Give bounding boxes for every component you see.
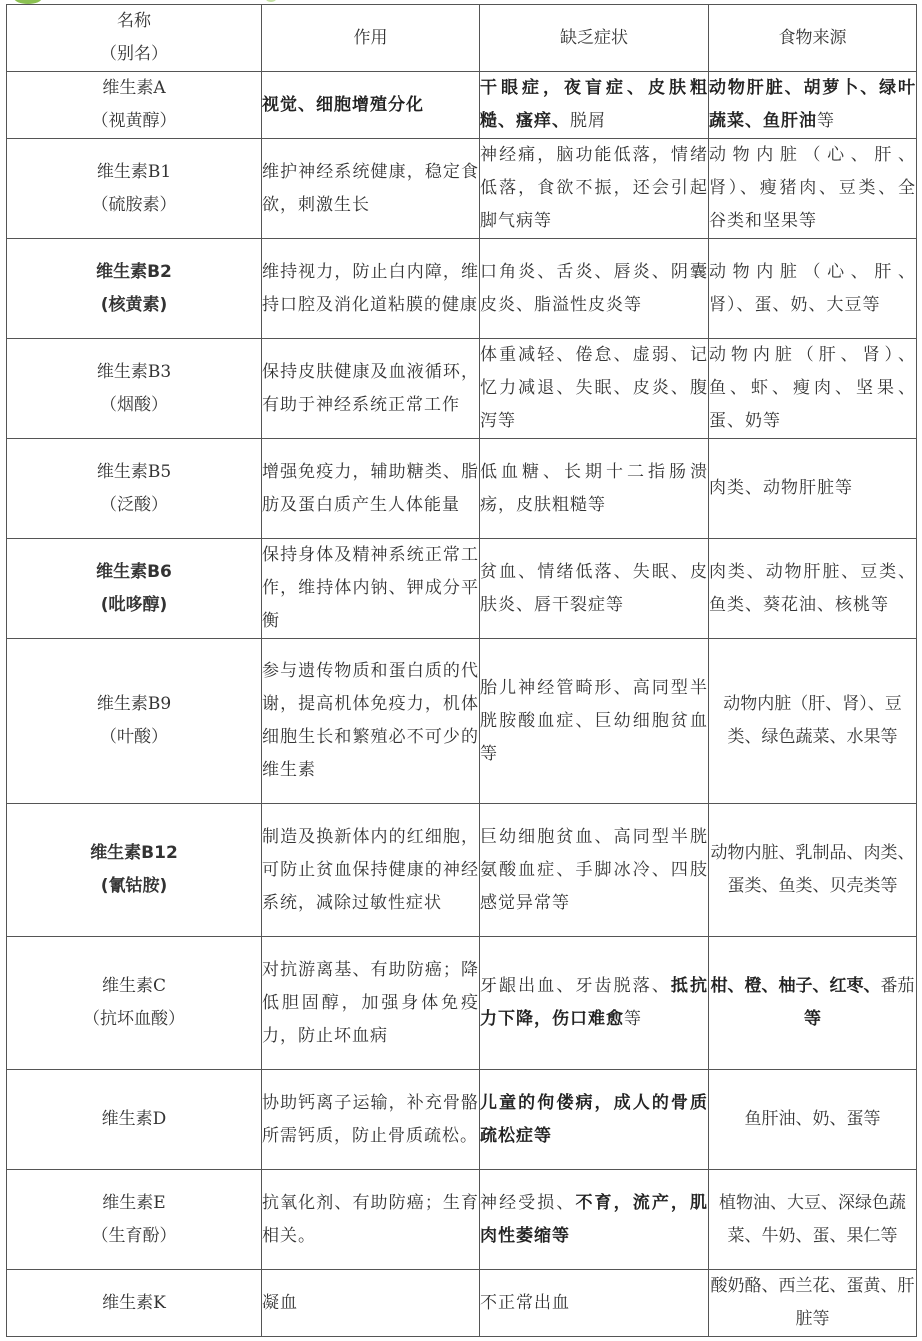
deficiency-bold-text: 抵抗力下降，伤口难愈 [480, 976, 709, 1029]
function-cell: 凝血 [262, 1270, 480, 1337]
deficiency-cell [480, 1070, 709, 1170]
food-bold-text: 柑、橙、柚子、红枣、 [710, 976, 881, 996]
deficiency-cell: 体重减轻、倦怠、虚弱、记忆力减退、失眠、皮炎、腹泻等 [480, 339, 709, 439]
green-dot-icon [266, 0, 276, 2]
vitamin-name-cell [7, 539, 262, 639]
function-cell: 维持视力，防止白内障，维持口腔及消化道粘膜的健康 [262, 239, 480, 339]
vitamin-name: 维生素A [102, 78, 166, 98]
function-cell: 参与遗传物质和蛋白质的代谢，提高机体免疫力，机体细胞生长和繁殖必不可少的维生素 [262, 639, 480, 804]
function-cell: 增强免疫力，辅助糖类、脂肪及蛋白质产生人体能量 [262, 439, 480, 539]
vitamin-name: 维生素B1 [96, 161, 172, 182]
function-cell: 保持身体及精神系统正常工作，维持体内钠、钾成分平衡 [262, 539, 480, 639]
function-cell [262, 72, 480, 139]
table-row [7, 804, 917, 937]
food-cell [709, 937, 917, 1070]
vitamin-alias: (核黄素) [100, 294, 168, 315]
vitamin-name: 维生素C [101, 976, 166, 996]
table-row [7, 139, 917, 239]
deficiency-tail-text: 等 [624, 1009, 642, 1029]
food-cell: 动物内脏（肝、肾）、鱼、虾、瘦肉、坚果、蛋、奶等 [709, 339, 917, 439]
vitamin-name: 维生素B6 [96, 561, 172, 582]
deficiency-cell: 神经痛，脑功能低落，情绪低落，食欲不振，还会引起脚气病等 [480, 139, 709, 239]
food-text: 等 [817, 111, 835, 131]
deficiency-cell [480, 72, 709, 139]
deficiency-cell: 贫血、情绪低落、失眠、皮肤炎、唇干裂症等 [480, 539, 709, 639]
vitamin-alias: （烟酸） [100, 394, 168, 415]
function-text: 视觉、细胞增殖分化 [262, 94, 424, 115]
function-cell: 制造及换新体内的红细胞，可防止贫血保持健康的神经系统，减除过敏性症状 [262, 804, 480, 937]
vitamin-alias: （泛酸） [100, 494, 168, 515]
vitamin-alias: （生育酚） [91, 1225, 177, 1246]
deficiency-cell: 胎儿神经管畸形、高同型半胱胺酸血症、巨幼细胞贫血等 [480, 639, 709, 804]
deficiency-cell: 巨幼细胞贫血、高同型半胱氨酸血症、手脚冰冷、四肢感觉异常等 [480, 804, 709, 937]
vitamin-name-cell [7, 1070, 262, 1170]
vitamin-name: 维生素B3 [96, 361, 172, 382]
deficiency-bold-text: 干眼症，夜盲症、皮肤粗糙、瘙痒、 [480, 78, 708, 131]
food-cell: 肉类、动物肝脏等 [709, 439, 917, 539]
table-row [7, 1270, 917, 1337]
vitamin-alias: （叶酸） [100, 727, 168, 747]
table-row [7, 639, 917, 804]
vitamin-name-cell [7, 139, 262, 239]
deficiency-text: 牙龈出血、牙齿脱落、 [480, 976, 671, 996]
table-row [7, 1070, 917, 1170]
food-tail-text: 等 [804, 1009, 821, 1029]
function-cell: 保持皮肤健康及血液循环，有助于神经系统正常工作 [262, 339, 480, 439]
deficiency-text: 神经受损、 [480, 1192, 576, 1213]
vitamin-name: 维生素B9 [96, 694, 172, 714]
deficiency-text: 脱屑 [570, 111, 606, 131]
table-row [7, 439, 917, 539]
vitamin-name-cell [7, 1170, 262, 1270]
function-cell: 维护神经系统健康，稳定食欲，刺激生长 [262, 139, 480, 239]
function-cell: 对抗游离基、有助防癌；降低胆固醇，加强身体免疫力，防止坏血病 [262, 937, 480, 1070]
vitamin-alias: （视黄醇） [91, 111, 177, 131]
vitamin-alias: (吡哆醇) [100, 594, 168, 615]
food-bold-text: 动物肝脏、胡萝卜、绿叶蔬菜、鱼肝油 [709, 78, 916, 131]
header-name-label: 名称 [117, 11, 151, 31]
header-name [7, 5, 262, 72]
deficiency-bold-text: 儿童的佝偻病，成人的骨质疏松症等 [480, 1092, 708, 1146]
vitamin-alias: (氰钴胺) [100, 876, 168, 896]
header-deficiency: 缺乏症状 [480, 5, 709, 72]
table-header-row [7, 5, 917, 72]
food-text: 番茄 [880, 976, 915, 996]
food-cell: 动物内脏、乳制品、肉类、蛋类、鱼类、贝壳类等 [709, 804, 917, 937]
table-row [7, 539, 917, 639]
vitamin-name: 维生素D [101, 1109, 167, 1129]
food-cell: 鱼肝油、奶、蛋等 [709, 1070, 917, 1170]
deficiency-cell [480, 937, 709, 1070]
vitamin-name: 维生素B2 [96, 261, 172, 282]
vitamin-alias: （硫胺素） [91, 194, 177, 215]
vitamin-name-cell [7, 72, 262, 139]
food-cell: 动物内脏（肝、肾）、豆类、绿色蔬菜、水果等 [709, 639, 917, 804]
table-row [7, 239, 917, 339]
vitamin-name-cell [7, 439, 262, 539]
header-alias-label: （别名） [100, 44, 168, 64]
function-cell: 协助钙离子运输，补充骨骼所需钙质，防止骨质疏松。 [262, 1070, 480, 1170]
vitamin-name: 维生素B12 [90, 843, 178, 863]
table-row [7, 1170, 917, 1270]
function-cell: 抗氧化剂、有助防癌；生育相关。 [262, 1170, 480, 1270]
vitamin-name-cell [7, 639, 262, 804]
deficiency-cell: 低血糖、长期十二指肠溃疡，皮肤粗糙等 [480, 439, 709, 539]
table-row [7, 937, 917, 1070]
deficiency-cell: 不正常出血 [480, 1270, 709, 1337]
food-cell: 酸奶酪、西兰花、蛋黄、肝脏等 [709, 1270, 917, 1337]
vitamin-name-cell [7, 239, 262, 339]
vitamin-name-cell [7, 804, 262, 937]
header-food: 食物来源 [709, 5, 917, 72]
vitamin-name-cell [7, 339, 262, 439]
deficiency-bold-text: 不育，流产，肌肉性萎缩等 [480, 1192, 709, 1246]
vitamin-name: 维生素E [102, 1192, 166, 1213]
vitamin-name-cell [7, 937, 262, 1070]
table-row [7, 339, 917, 439]
deficiency-cell [480, 1170, 709, 1270]
vitamin-table [6, 4, 917, 1337]
vitamin-alias: （抗坏血酸） [83, 1009, 185, 1029]
vitamin-name: 维生素K [102, 1292, 166, 1313]
table-row [7, 72, 917, 139]
vitamin-name-cell [7, 1270, 262, 1337]
deficiency-cell: 口角炎、舌炎、唇炎、阴囊皮炎、脂溢性皮炎等 [480, 239, 709, 339]
food-cell: 动物内脏（心、肝、肾）、瘦猪肉、豆类、全谷类和坚果等 [709, 139, 917, 239]
food-cell: 肉类、动物肝脏、豆类、鱼类、葵花油、核桃等 [709, 539, 917, 639]
vitamin-name: 维生素B5 [96, 461, 172, 482]
food-cell: 动物内脏（心、肝、肾）、蛋、奶、大豆等 [709, 239, 917, 339]
food-cell [709, 72, 917, 139]
header-function: 作用 [262, 5, 480, 72]
food-cell: 植物油、大豆、深绿色蔬菜、牛奶、蛋、果仁等 [709, 1170, 917, 1270]
